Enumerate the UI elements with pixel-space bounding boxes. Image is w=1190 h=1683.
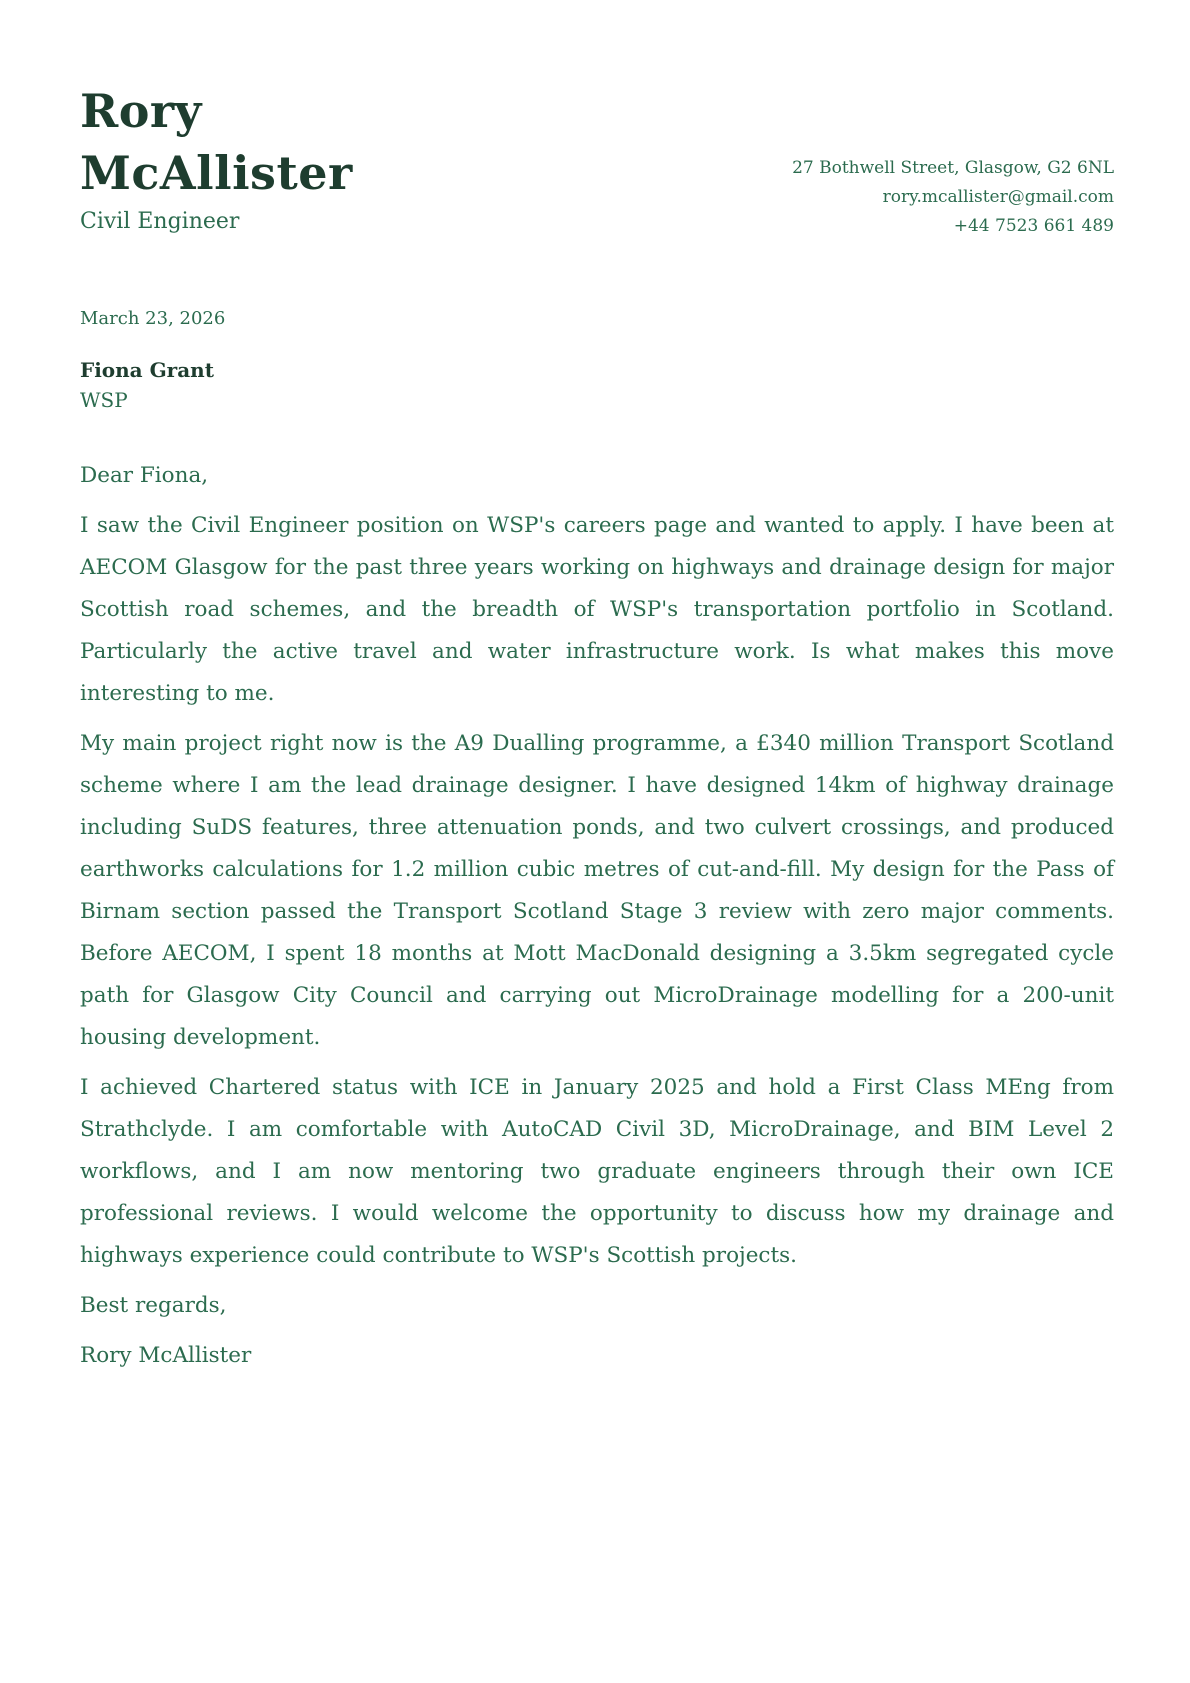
salutation: Dear Fiona, bbox=[80, 463, 209, 488]
contact-address: 27 Bothwell Street, Glasgow, G2 6NL bbox=[792, 158, 1114, 178]
paragraph-experience: My main project right now is the A9 Dualling programme, a £340 million Transport Scotland scheme where I am the lead drainage designer. I have designed 14km of highway drainage including SuDS features, three attenuation ponds, and two culvert crossings, and produced earthworks calculations for 1.2 million cubic metres of cut-and-fill. My design for the Pass of Birnam section passed the Transport Scotland Stage 3 review with zero major comments. Before AECOM, I spent 18 months at Mott MacDonald designing a 3.5km segregated cycle path for Glasgow City Council and carrying out MicroDrainage modelling for a 200-unit housing development. bbox=[80, 731, 1114, 1050]
contact-block bbox=[792, 154, 1114, 241]
applicant-title: Civil Engineer bbox=[80, 209, 240, 234]
applicant-name-first: Rory bbox=[80, 84, 202, 138]
recipient-block bbox=[80, 355, 214, 415]
paragraph-intro: I saw the Civil Engineer position on WSP's careers page and wanted to apply. I have been at AECOM Glasgow for the past three years working on highways and drainage design for major Scottish road schemes, and the breadth of WSP's transportation portfolio in Scotland. Particularly the active travel and water infrastructure work. Is what makes this move interesting to me. bbox=[80, 513, 1114, 706]
name-block bbox=[80, 80, 353, 236]
closing: Best regards, bbox=[80, 1293, 227, 1318]
cover-letter-page bbox=[80, 0, 1114, 1368]
recipient-company: WSP bbox=[80, 388, 128, 412]
letter-header bbox=[80, 0, 1114, 250]
paragraph-qualifications: I achieved Chartered status with ICE in January 2025 and hold a First Class MEng from Strathclyde. I am comfortable with AutoCAD Civil 3D, MicroDrainage, and BIM Level 2 workflows, and I am now mentoring two graduate engineers through their own ICE professional reviews. I would welcome the opportunity to discuss how my drainage and highways experience could contribute to WSP's Scottish projects. bbox=[80, 1075, 1114, 1268]
letter-date: March 23, 2026 bbox=[80, 308, 226, 329]
contact-email: rory.mcallister@gmail.com bbox=[882, 187, 1114, 207]
signature: Rory McAllister bbox=[80, 1343, 252, 1368]
recipient-name: Fiona Grant bbox=[80, 358, 214, 382]
applicant-name-last: McAllister bbox=[80, 146, 353, 200]
letter-body bbox=[80, 455, 1114, 1385]
contact-phone: +44 7523 661 489 bbox=[953, 216, 1114, 236]
